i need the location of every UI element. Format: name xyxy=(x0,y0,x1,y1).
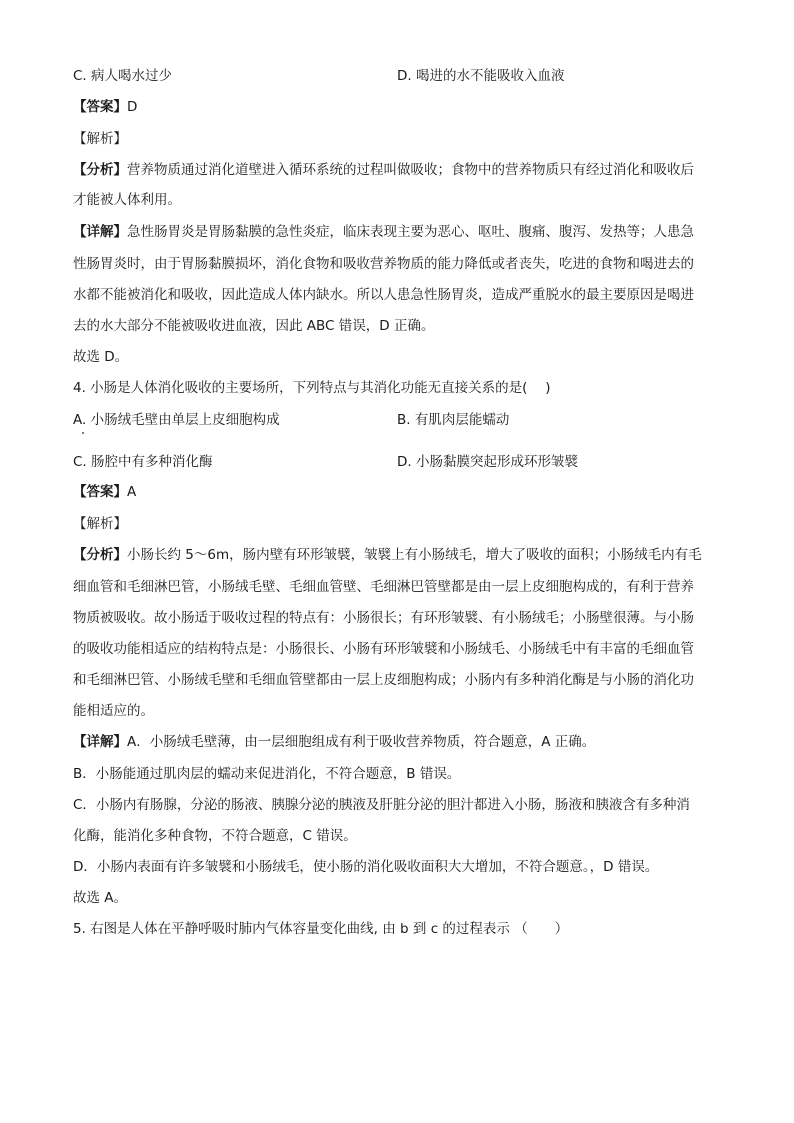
fenxi-text: 小肠长约 5～6m，肠内壁有环形皱襞，皱襞上有小肠绒毛，增大了吸收的面积；小肠绒毛内有毛 xyxy=(127,547,702,563)
q4-fenxi-line-4: 的吸收功能相适应的结构特点是：小肠很长、小肠有环形皱襞和小肠绒毛、小肠绒毛中有丰富的毛细血管 xyxy=(73,641,694,657)
answer-value: A xyxy=(127,484,137,500)
q3-option-c: C. 病人喝水过少 xyxy=(73,68,173,84)
q3-answer xyxy=(73,97,137,117)
q3-option-d: D. 喝进的水不能吸收入血液 xyxy=(397,68,565,84)
q4-option-a: A. 小肠绒毛壁由单层上皮细胞构成 xyxy=(73,412,280,428)
detail-text: 急性肠胃炎是胃肠黏膜的急性炎症，临床表现主要为恶心、呕吐、腹痛、腹泻、发热等；人患急 xyxy=(127,224,694,240)
q3-fenxi-line-2: 才能被人体利用。 xyxy=(73,192,181,208)
q4-answer xyxy=(73,482,136,502)
q4-stem: 4. 小肠是人体消化吸收的主要场所，下列特点与其消化功能无直接关系的是( ) xyxy=(73,380,551,396)
q4-detail-line-b: B．小肠能通过肌肉层的蠕动来促进消化，不符合题意，B 错误。 xyxy=(73,766,461,782)
detail-tag: 【详解】 xyxy=(73,224,127,240)
q4-fenxi-line-1 xyxy=(73,545,702,565)
fenxi-tag: 【分析】 xyxy=(73,162,127,178)
fenxi-text: 营养物质通过消化道壁进入循环系统的过程叫做吸收；食物中的营养物质只有经过消化和吸收后 xyxy=(127,162,694,178)
q4-detail-line-c1: C．小肠内有肠腺，分泌的肠液、胰腺分泌的胰液及肝脏分泌的胆汁都进入小肠，肠液和胰液含有多种消 xyxy=(73,797,690,813)
q5-stem: 5. 右图是人体在平静呼吸时肺内气体容量变化曲线, 由 b 到 c 的过程表示 （ ） xyxy=(73,921,569,937)
q4-detail-line-a xyxy=(73,732,595,752)
q3-detail-line-3: 水都不能被消化和吸收，因此造成人体内缺水。所以人患急性肠胃炎，造成严重脱水的最主要原因是喝进 xyxy=(73,287,694,303)
q4-fenxi-line-5: 和毛细淋巴管、小肠绒毛壁和毛细血管壁都由一层上皮细胞构成；小肠内有多种消化酶是与小肠的消化功 xyxy=(73,672,694,688)
q4-option-c: C. 肠腔中有多种消化酶 xyxy=(73,454,213,470)
answer-value: D xyxy=(127,99,138,115)
q4-detail-line-c2: 化酶，能消化多种食物，不符合题意，C 错误。 xyxy=(73,828,357,844)
detail-tag: 【详解】 xyxy=(73,734,127,750)
answer-tag: 【答案】 xyxy=(73,99,127,115)
q4-conclusion: 故选 A。 xyxy=(73,890,128,906)
q3-analysis-tag: 【解析】 xyxy=(73,131,127,147)
q4-fenxi-line-6: 能相适应的。 xyxy=(73,703,154,719)
answer-tag: 【答案】 xyxy=(73,484,127,500)
q4-fenxi-line-2: 细血管和毛细淋巴管，小肠绒毛壁、毛细血管壁、毛细淋巴管壁都是由一层上皮细胞构成的，有利于营养 xyxy=(73,579,694,595)
q3-fenxi-line-1 xyxy=(73,160,694,180)
q4-detail-line-d: D．小肠内表面有许多皱襞和小肠绒毛，使小肠的消化吸收面积大大增加，不符合题意。，D 错误。 xyxy=(73,859,659,875)
q3-detail-line-1 xyxy=(73,222,694,242)
detail-text: A．小肠绒毛壁薄，由一层细胞组成有利于吸收营养物质，符合题意，A 正确。 xyxy=(127,734,596,750)
q4-analysis-tag: 【解析】 xyxy=(73,516,127,532)
q3-detail-line-4: 去的水大部分不能被吸收进血液，因此 ABC 错误，D 正确。 xyxy=(73,318,435,334)
q3-detail-line-2: 性肠胃炎时，由于胃肠黏膜损坏，消化食物和吸收营养物质的能力降低或者丧失，吃进的食物和喝进去的 xyxy=(73,256,694,272)
q4-option-d: D. 小肠黏膜突起形成环形皱襞 xyxy=(397,454,578,470)
fenxi-tag: 【分析】 xyxy=(73,547,127,563)
scan-dot xyxy=(82,432,84,434)
q3-conclusion: 故选 D。 xyxy=(73,349,129,365)
q4-fenxi-line-3: 物质被吸收。故小肠适于吸收过程的特点有：小肠很长；有环形皱襞、有小肠绒毛；小肠壁很薄。与小肠 xyxy=(73,610,694,626)
q4-option-b: B. 有肌肉层能蠕动 xyxy=(397,412,510,428)
